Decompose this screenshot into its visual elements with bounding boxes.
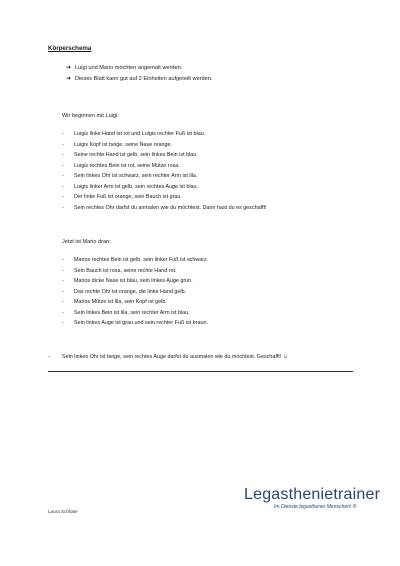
list-item: - Seine rechte Hand ist gelb, sein linkes Bein ist blau. <box>62 152 198 158</box>
page-title: Körperschema <box>48 45 92 52</box>
list-item: - Marios dicke Nase ist blau, sein linkes Auge grün. <box>62 278 193 284</box>
intro-item: ➔ Dieses Blatt kann gut auf 2 Einheiten aufgeteilt werden. <box>66 74 212 85</box>
list-item: - Sein linkes Auge ist grau und sein rechter Fuß ist braun. <box>62 320 208 326</box>
list-item: - Luigis linker Arm ist gelb, sein rechtes Auge ist blau. <box>62 183 199 190</box>
list-item: - Sein linkes Ohr ist schwarz, sein rechter Arm ist lila. <box>62 173 198 179</box>
mario-list <box>62 255 208 329</box>
luigi-list <box>62 129 267 213</box>
list-item: - Marios rechtes Bein ist gelb, sein linker Fuß ist schwarz. <box>62 257 209 263</box>
mario-last-item: - Sein linkes Ohr ist beige, sein rechtes Auge darfst du ausmalen wie du möchtest. Geschafft! ☺ <box>48 354 289 360</box>
luigi-heading: Wir beginnen mit Luigi: <box>62 113 119 119</box>
logo-tagline: Im Dienste legasthener Menschen! ® <box>274 504 357 510</box>
list-item: - Marios Mütze ist lila, sein Kopf ist gelb. <box>62 299 167 305</box>
list-item: - Luigis rechtes Bein ist rot, seine Mütze rosa. <box>62 162 180 169</box>
divider <box>48 371 353 372</box>
list-item: - Luigis Kopf ist beige, seine Nase orange. <box>62 141 172 148</box>
arrow-right-icon: ➔ <box>66 76 72 82</box>
author-name: Laura Schlüter <box>48 509 78 514</box>
list-item: - Sein linkes Bein ist lila, sein rechter Arm ist blau. <box>62 309 190 316</box>
mario-heading: Jetzt ist Mario dran: <box>62 239 111 245</box>
list-item: - Das rechte Ohr ist orange, die linke Hand gelb. <box>62 288 187 295</box>
logo-wordmark: Legasthenietrainer <box>244 486 381 503</box>
list-item: - Der linke Fuß ist orange, sein Bauch ist grau. <box>62 194 182 200</box>
list-item: - Sein rechtes Ohr darfst du anmalen wie du möchtest. Dann hast du es geschafft! <box>62 204 267 211</box>
arrow-right-icon: ➔ <box>66 65 72 71</box>
intro-list <box>66 63 212 85</box>
list-item: - Sein Bauch ist rosa, seine rechte Hand rot. <box>62 267 177 274</box>
intro-item: ➔ Luigi und Mario möchten angemalt werden. <box>66 63 212 74</box>
legasthenietrainer-logo <box>244 486 381 516</box>
list-item: - Luigis linke Hand ist rot und Luigis rechter Fuß ist blau. <box>62 131 206 137</box>
